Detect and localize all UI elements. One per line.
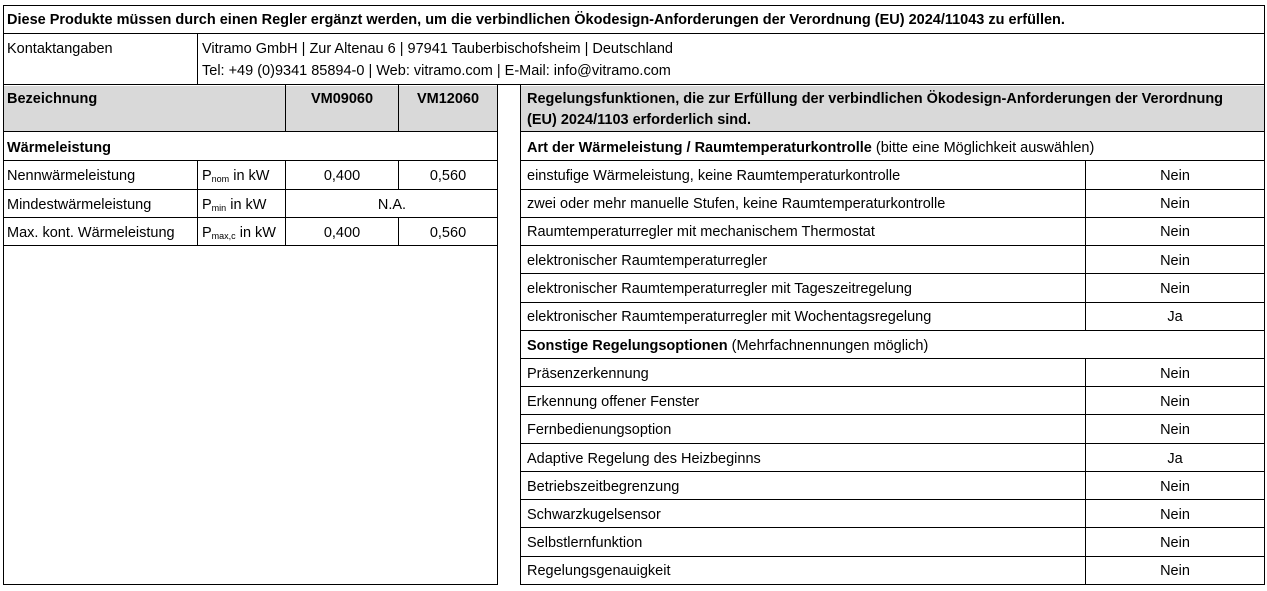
section2-row-value: Nein xyxy=(1160,394,1190,410)
grid-line xyxy=(520,414,1265,415)
grid-line xyxy=(3,584,498,585)
section2-row-value: Nein xyxy=(1160,479,1190,495)
section1-row-value: Ja xyxy=(1167,309,1183,325)
section2-title: Sonstige Regelungsoptionen (Mehrfachnennungen möglich) xyxy=(527,338,929,354)
section2-row-label: Adaptive Regelung des Heizbeginns xyxy=(527,451,761,467)
section1-row-label: Raumtemperaturregler mit mechanischem Thermostat xyxy=(527,224,875,240)
section1-row-value: Nein xyxy=(1160,168,1190,184)
section1-row-value: Nein xyxy=(1160,196,1190,212)
minimum-output-symbol: $P_{min}$ in kW xyxy=(202,197,267,213)
grid-line xyxy=(3,245,498,246)
grid-line xyxy=(520,273,1265,274)
section2-row-label: Präsenzerkennung xyxy=(527,366,649,382)
nominal-output-symbol: $P_{nom}$ in kW xyxy=(202,168,270,184)
grid-line xyxy=(3,33,1265,34)
grid-line xyxy=(520,471,1265,472)
section2-row-value: Nein xyxy=(1160,422,1190,438)
section2-row-label: Erkennung offener Fenster xyxy=(527,394,700,410)
grid-line xyxy=(520,217,1265,218)
control-functions-header-line2: (EU) 2024/1103 erforderlich sind. xyxy=(527,112,752,128)
grid-line xyxy=(520,499,1265,500)
designation-label: Bezeichnung xyxy=(7,91,98,107)
grid-line xyxy=(520,160,1265,161)
model-1-header: VM09060 xyxy=(310,91,374,107)
section1-row-label: elektronischer Raumtemperaturregler xyxy=(527,253,768,269)
minimum-output-label: Mindestwärmeleistung xyxy=(7,197,152,213)
grid-line xyxy=(520,527,1265,528)
grid-line xyxy=(520,556,1265,557)
section1-row-label: elektronischer Raumtemperaturregler mit Wochentagsregelung xyxy=(527,309,932,325)
ecodesign-notice: Diese Produkte müssen durch einen Regler ergänzt werden, um die verbindlichen Ökodesign-Anforderungen der Verordnung (EU) 2024/11043 zu erfüllen. xyxy=(7,12,1065,28)
nominal-output-vm09060: 0,400 xyxy=(323,168,361,184)
contact-label: Kontaktangaben xyxy=(7,41,113,57)
grid-line xyxy=(520,386,1265,387)
section1-title: Art der Wärmeleistung / Raumtemperaturkontrolle (bitte eine Möglichkeit auswählen) xyxy=(527,140,1095,156)
grid-line xyxy=(3,160,498,161)
grid-line xyxy=(520,131,1265,132)
section2-row-value: Ja xyxy=(1167,451,1183,467)
grid-line xyxy=(520,358,1265,359)
nominal-output-vm12060: 0,560 xyxy=(429,168,467,184)
section2-row-label: Schwarzkugelsensor xyxy=(527,507,661,523)
section1-row-label: zwei oder mehr manuelle Stufen, keine Raumtemperaturkontrolle xyxy=(527,196,946,212)
grid-line xyxy=(520,245,1265,246)
section2-row-value: Nein xyxy=(1160,366,1190,382)
control-functions-header-line1: Regelungsfunktionen, die zur Erfüllung der verbindlichen Ökodesign-Anforderungen der Verordnung xyxy=(527,91,1224,107)
section1-row-value: Nein xyxy=(1160,281,1190,297)
section2-row-value: Nein xyxy=(1160,563,1190,579)
section2-row-label: Regelungsgenauigkeit xyxy=(527,563,671,579)
contact-details: Tel: +49 (0)9341 85894-0 | Web: vitramo.com | E-Mail: info@vitramo.com xyxy=(202,63,671,79)
section1-row-label: elektronischer Raumtemperaturregler mit Tageszeitregelung xyxy=(527,281,912,297)
max-continuous-output-vm09060: 0,400 xyxy=(323,225,361,241)
model-2-header: VM12060 xyxy=(416,91,480,107)
grid-line xyxy=(1085,160,1086,330)
section2-row-label: Selbstlernfunktion xyxy=(527,535,643,551)
minimum-output-value: N.A. xyxy=(377,197,407,213)
grid-line xyxy=(197,160,198,245)
grid-line xyxy=(520,584,1265,585)
section2-row-value: Nein xyxy=(1160,507,1190,523)
section1-row-value: Nein xyxy=(1160,253,1190,269)
heat-output-title: Wärmeleistung xyxy=(7,140,111,156)
grid-line xyxy=(520,189,1265,190)
grid-line xyxy=(3,5,4,585)
contact-address: Vitramo GmbH | Zur Altenau 6 | 97941 Tauberbischofsheim | Deutschland xyxy=(202,41,673,57)
grid-line xyxy=(520,330,1265,331)
max-continuous-output-vm12060: 0,560 xyxy=(429,225,467,241)
grid-line xyxy=(3,84,1265,85)
grid-line xyxy=(520,302,1265,303)
grid-line xyxy=(3,217,498,218)
grid-line xyxy=(520,443,1265,444)
grid-line xyxy=(1264,5,1265,585)
grid-line xyxy=(197,33,198,84)
section2-row-label: Betriebszeitbegrenzung xyxy=(527,479,680,495)
section2-row-label: Fernbedienungsoption xyxy=(527,422,672,438)
grid-line xyxy=(497,84,498,585)
section2-row-value: Nein xyxy=(1160,535,1190,551)
grid-line xyxy=(3,189,498,190)
max-continuous-output-symbol: $P_{max,c}$ in kW xyxy=(202,225,276,241)
grid-line xyxy=(3,5,1265,6)
section1-row-label: einstufige Wärmeleistung, keine Raumtemperaturkontrolle xyxy=(527,168,901,184)
nominal-output-label: Nennwärmeleistung xyxy=(7,168,136,184)
grid-line xyxy=(3,131,498,132)
section1-row-value: Nein xyxy=(1160,224,1190,240)
max-continuous-output-label: Max. kont. Wärmeleistung xyxy=(7,225,175,241)
